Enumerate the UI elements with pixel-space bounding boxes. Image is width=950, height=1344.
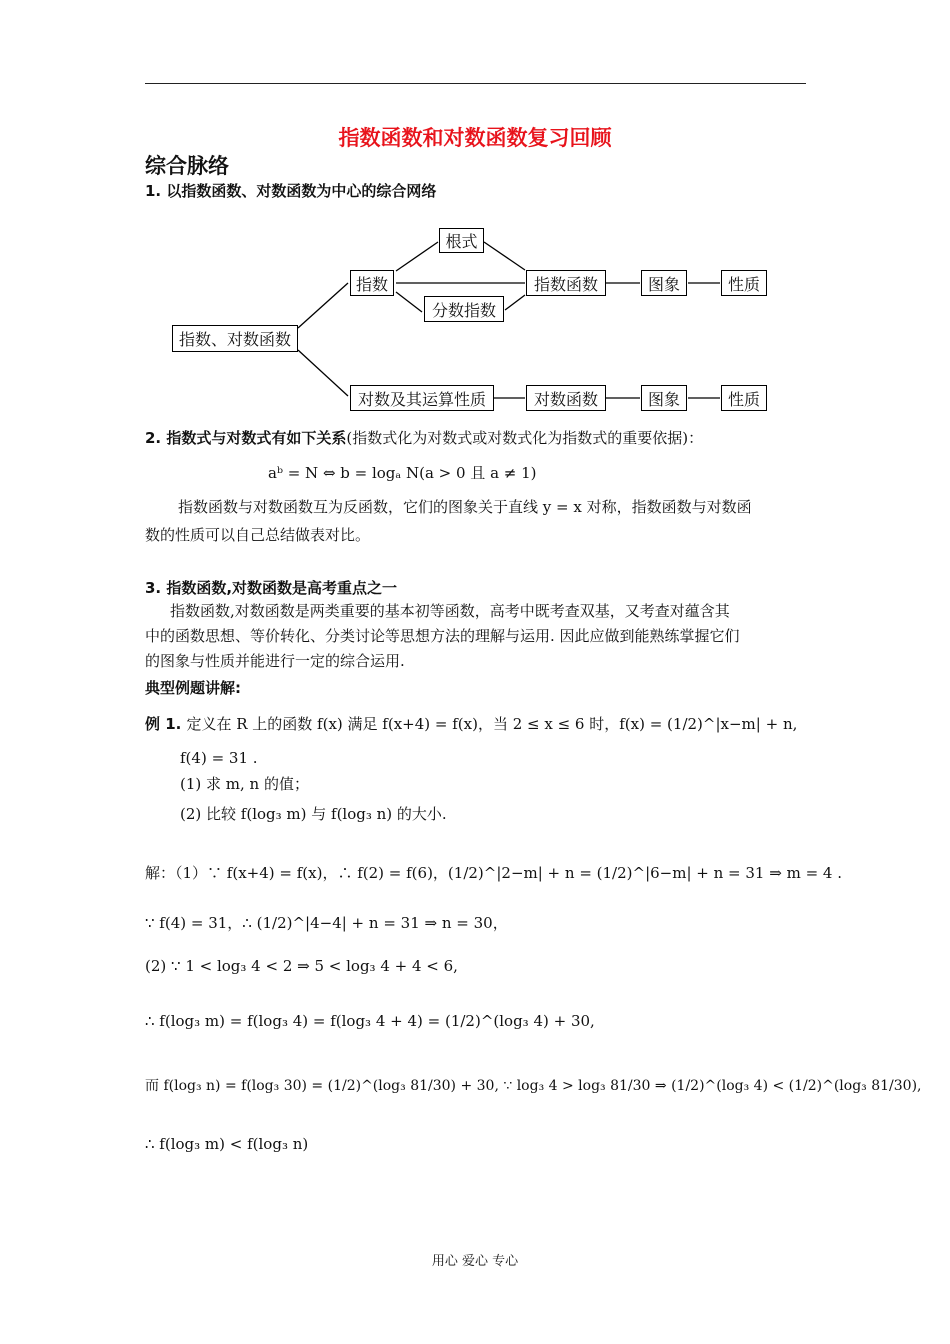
diagram-exp-graph-box: 图象 [641,270,687,296]
solution-line-1: 解：（1）∵ f(x+4) = f(x)，∴ f(2) = f(6)，(1/2)^|2−m| + n = (1/2)^|6−m| + n = 31 ⇒ m = 4 . [145,864,842,882]
example-1-statement [145,713,797,734]
item-2-heading: 2. 指数式与对数式有如下关系 [145,429,347,447]
item-3-heading: 3. 指数函数,对数函数是高考重点之一 [145,579,398,597]
diagram-radical-box: 根式 [439,228,484,253]
solution-line-4: ∴ f(log₃ m) = f(log₃ 4) = f(log₃ 4 + 4) = (1/2)^(log₃ 4) + 30, [145,1012,595,1030]
paragraph-2-line-2: 数的性质可以自己总结做表对比。 [145,526,371,544]
example-1-label: 例 1. [145,715,182,733]
diagram-log-property-box: 性质 [721,385,767,411]
solution-line-5: 而 f(log₃ n) = f(log₃ 30) = (1/2)^(log₃ 81/30) + 30, ∵ log₃ 4 > log₃ 81/30 ⇒ (1/2)^(log₃ 4) < (1/2)^(log₃ 81/30), [145,1078,922,1094]
examples-heading: 典型例题讲解: [145,679,241,697]
solution-line-6: ∴ f(log₃ m) < f(log₃ n) [145,1135,309,1153]
diagram-fractional-exponent-box: 分数指数 [424,296,504,322]
diagram-exp-function-box: 指数函数 [526,270,606,296]
paragraph-2-line-1: 指数函数与对数函数互为反函数，它们的图象关于直线 y = x 对称，指数函数与对数函 [178,498,752,516]
solution-line-3: (2) ∵ 1 < log₃ 4 < 2 ⇒ 5 < log₃ 4 + 4 < 6, [145,957,458,975]
diagram-log-graph-box: 图象 [641,385,687,411]
diagram-exponent-box: 指数 [350,270,394,296]
paragraph-3-line-1: 指数函数,对数函数是两类重要的基本初等函数，高考中既考查双基，又考查对蕴含其 [170,602,730,620]
page-title: 指数函数和对数函数复习回顾 [338,126,612,150]
diagram-log-function-box: 对数函数 [526,385,606,411]
example-1-question-1: (1) 求 m, n 的值； [180,775,309,793]
solution-line-2: ∵ f(4) = 31，∴ (1/2)^|4−4| + n = 31 ⇒ n = 30， [145,914,508,932]
formula-exp-log-relation: aᵇ = N ⇔ b = logₐ N(a > 0 且 a ≠ 1) [268,464,537,482]
section-heading: 综合脉络 [145,154,229,178]
diagram-exp-property-box: 性质 [721,270,767,296]
page-footer: 用心 爱心 专心 [431,1254,519,1269]
example-1-condition: f(4) = 31 . [180,749,258,767]
example-1-question-2: (2) 比较 f(log₃ m) 与 f(log₃ n) 的大小. [180,805,447,823]
paragraph-3-line-2: 中的函数思想、等价转化、分类讨论等思想方法的理解与运用. 因此应做到能熟练掌握它们 [145,627,740,645]
item-1-heading: 1. 以指数函数、对数函数为中心的综合网络 [145,182,437,200]
item-2-note: (指数式化为对数式或对数式化为指数式的重要依据)： [346,429,704,447]
diagram-log-operations-box: 对数及其运算性质 [350,385,494,411]
example-1-text: 定义在 R 上的函数 f(x) 满足 f(x+4) = f(x)，当 2 ≤ x ≤ 6 时，f(x) = (1/2)^|x−m| + n, [186,715,798,733]
paragraph-3-line-3: 的图象与性质并能进行一定的综合运用. [145,652,405,670]
diagram-root-box: 指数、对数函数 [172,325,298,352]
network-diagram-lines [0,0,950,420]
item-2-line [145,427,703,448]
